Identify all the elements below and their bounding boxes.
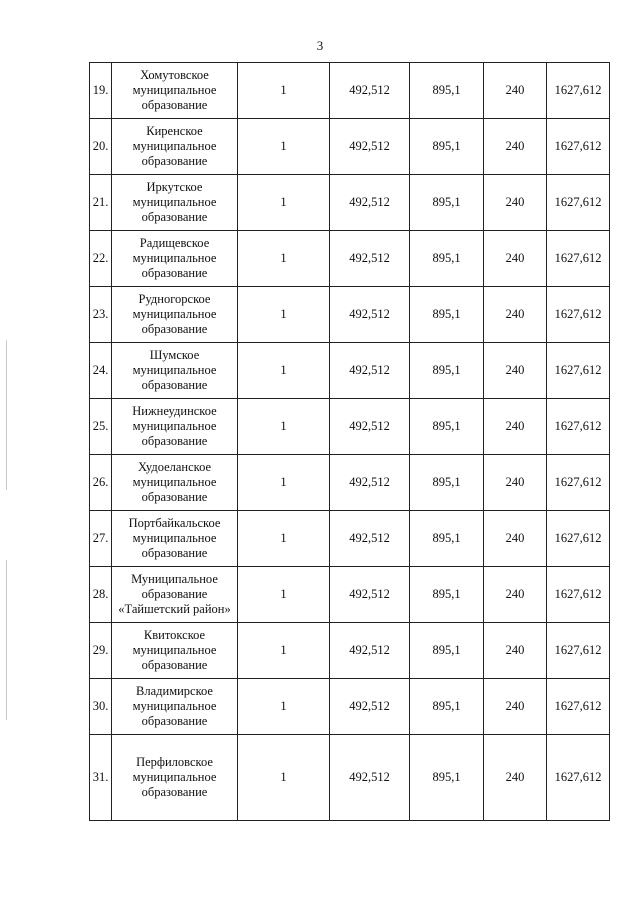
value-cell-1: 1 [238,175,330,231]
table-row [90,119,610,175]
municipality-name-line: муниципальное [132,419,217,433]
table-row [90,455,610,511]
scan-artifact [6,560,7,720]
value-cell-5: 1627,612 [547,175,610,231]
row-number-cell: 20. [90,119,112,175]
row-number-cell: 26. [90,455,112,511]
data-table [89,62,610,821]
municipality-name-line: образование [141,658,208,672]
value-cell-5: 1627,612 [547,343,610,399]
value-cell-1: 1 [238,119,330,175]
table-row [90,287,610,343]
municipality-name-line: образование [141,490,208,504]
municipality-name-cell [112,679,238,735]
value-cell-5: 1627,612 [547,623,610,679]
value-cell-5: 1627,612 [547,679,610,735]
page-number: 3 [316,38,324,53]
municipality-name-cell [112,175,238,231]
value-cell-1: 1 [238,679,330,735]
value-cell-1: 1 [238,455,330,511]
value-cell-3: 895,1 [410,455,484,511]
municipality-name-cell [112,623,238,679]
municipality-name-line: образование [141,434,208,448]
value-cell-1: 1 [238,511,330,567]
municipality-name-line: Иркутское [146,180,203,194]
table-row [90,231,610,287]
row-number-cell: 31. [90,735,112,821]
municipality-name-line: Радищевское [139,236,210,250]
value-cell-3: 895,1 [410,63,484,119]
row-number-cell: 19. [90,63,112,119]
municipality-name-line: муниципальное [132,307,217,321]
value-cell-2: 492,512 [330,399,410,455]
table-row [90,63,610,119]
value-cell-5: 1627,612 [547,231,610,287]
municipality-name-line: Хомутовское [140,68,209,82]
value-cell-5: 1627,612 [547,287,610,343]
value-cell-4: 240 [484,567,547,623]
municipality-name-line: муниципальное [132,83,217,97]
value-cell-2: 492,512 [330,679,410,735]
municipality-name-cell [112,399,238,455]
value-cell-5: 1627,612 [547,119,610,175]
row-number-cell: 24. [90,343,112,399]
municipality-name-cell [112,735,238,821]
table-row [90,567,610,623]
municipality-name-line: Худоеланское [137,460,212,474]
value-cell-1: 1 [238,567,330,623]
municipality-name-line: Владимирское [136,684,213,698]
value-cell-4: 240 [484,455,547,511]
row-number-cell: 28. [90,567,112,623]
value-cell-3: 895,1 [410,567,484,623]
value-cell-4: 240 [484,175,547,231]
municipality-name-line: муниципальное [132,139,217,153]
municipality-name-line: Муниципальное [131,572,218,586]
value-cell-2: 492,512 [330,231,410,287]
municipality-name-line: образование [141,587,208,601]
table-row [90,679,610,735]
value-cell-2: 492,512 [330,63,410,119]
value-cell-3: 895,1 [410,735,484,821]
value-cell-3: 895,1 [410,287,484,343]
table-row [90,343,610,399]
value-cell-5: 1627,612 [547,63,610,119]
municipality-name-line: образование [141,785,208,799]
value-cell-4: 240 [484,119,547,175]
value-cell-1: 1 [238,343,330,399]
value-cell-2: 492,512 [330,343,410,399]
municipality-name-line: «Тайшетский район» [118,602,231,616]
municipality-name-line: Квитокское [143,628,206,642]
municipality-name-line: муниципальное [132,643,217,657]
value-cell-2: 492,512 [330,175,410,231]
value-cell-3: 895,1 [410,231,484,287]
municipality-name-line: образование [141,154,208,168]
value-cell-4: 240 [484,231,547,287]
row-number-cell: 30. [90,679,112,735]
value-cell-4: 240 [484,343,547,399]
value-cell-4: 240 [484,735,547,821]
municipality-name-line: образование [141,714,208,728]
municipality-name-line: образование [141,322,208,336]
value-cell-1: 1 [238,231,330,287]
municipality-name-line: муниципальное [132,363,217,377]
municipality-name-line: образование [141,98,208,112]
value-cell-3: 895,1 [410,343,484,399]
value-cell-4: 240 [484,511,547,567]
value-cell-5: 1627,612 [547,567,610,623]
value-cell-5: 1627,612 [547,511,610,567]
municipality-name-cell [112,119,238,175]
value-cell-5: 1627,612 [547,455,610,511]
municipality-name-line: образование [141,266,208,280]
table-row [90,175,610,231]
municipality-name-line: Шумское [149,348,200,362]
municipality-name-line: Портбайкальское [128,516,221,530]
value-cell-1: 1 [238,623,330,679]
value-cell-1: 1 [238,287,330,343]
municipality-name-line: муниципальное [132,195,217,209]
row-number-cell: 23. [90,287,112,343]
row-number-cell: 22. [90,231,112,287]
municipality-name-cell [112,287,238,343]
value-cell-3: 895,1 [410,623,484,679]
value-cell-5: 1627,612 [547,735,610,821]
value-cell-3: 895,1 [410,119,484,175]
value-cell-3: 895,1 [410,399,484,455]
municipality-name-cell [112,511,238,567]
municipality-name-cell [112,567,238,623]
table-row [90,511,610,567]
value-cell-4: 240 [484,63,547,119]
municipality-name-line: Киренское [146,124,203,138]
municipality-name-line: образование [141,210,208,224]
value-cell-3: 895,1 [410,175,484,231]
value-cell-5: 1627,612 [547,399,610,455]
value-cell-2: 492,512 [330,735,410,821]
table-row [90,623,610,679]
row-number-cell: 25. [90,399,112,455]
municipality-name-line: муниципальное [132,251,217,265]
row-number-cell: 29. [90,623,112,679]
municipality-name-cell [112,343,238,399]
municipality-name-line: образование [141,546,208,560]
value-cell-3: 895,1 [410,511,484,567]
value-cell-2: 492,512 [330,567,410,623]
value-cell-4: 240 [484,399,547,455]
row-number-cell: 27. [90,511,112,567]
value-cell-4: 240 [484,623,547,679]
value-cell-1: 1 [238,63,330,119]
municipality-name-cell [112,63,238,119]
value-cell-3: 895,1 [410,679,484,735]
table-body [90,63,610,821]
value-cell-4: 240 [484,287,547,343]
municipality-name-line: муниципальное [132,531,217,545]
municipality-name-line: муниципальное [132,475,217,489]
municipality-name-cell [112,231,238,287]
municipality-name-line: образование [141,378,208,392]
municipality-name-line: Нижнеудинское [132,404,217,418]
municipality-name-line: Перфиловское [136,755,213,769]
scan-artifact [6,340,7,490]
table-row [90,735,610,821]
municipality-name-line: муниципальное [132,699,217,713]
municipality-name-line: муниципальное [132,770,217,784]
row-number-cell: 21. [90,175,112,231]
municipality-name-line: Рудногорское [138,292,211,306]
value-cell-4: 240 [484,679,547,735]
value-cell-1: 1 [238,735,330,821]
table-row [90,399,610,455]
value-cell-2: 492,512 [330,511,410,567]
value-cell-2: 492,512 [330,455,410,511]
value-cell-2: 492,512 [330,119,410,175]
municipality-name-cell [112,455,238,511]
value-cell-1: 1 [238,399,330,455]
value-cell-2: 492,512 [330,287,410,343]
value-cell-2: 492,512 [330,623,410,679]
